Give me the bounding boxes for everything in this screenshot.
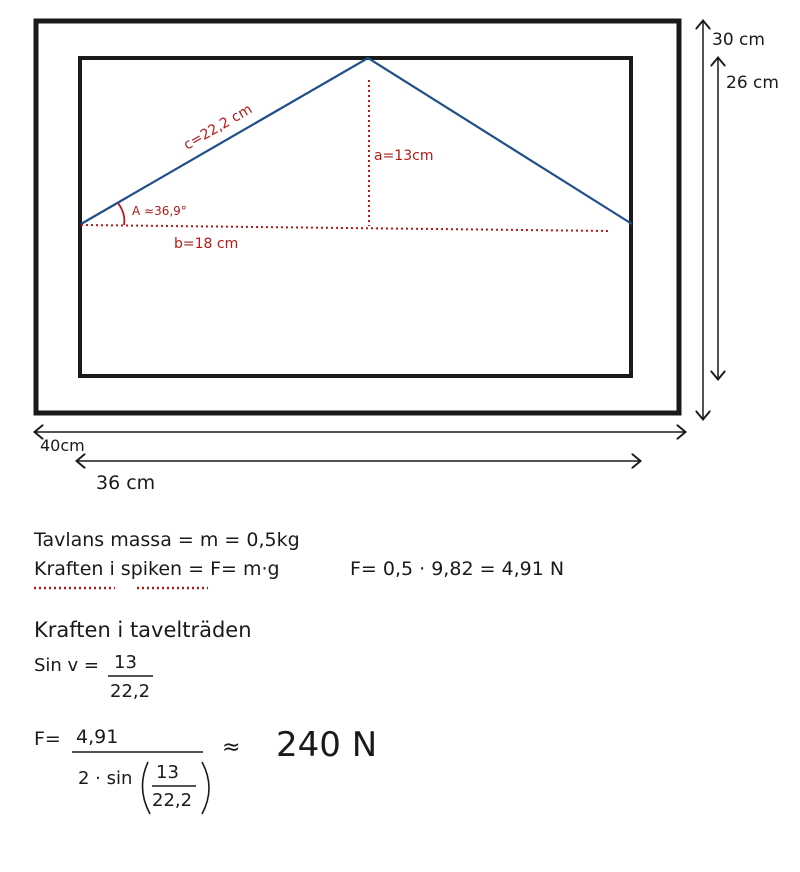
left-paren [142,762,150,814]
right-paren [202,762,209,814]
f-numerator: 4,91 [76,726,119,748]
force-nail-line: Kraften i spiken = F= m·g [34,558,280,580]
f-inner-numerator: 13 [156,762,179,783]
sin-prefix: Sin v = [34,655,100,676]
outer-width-label: 40cm [40,436,85,455]
outer-height-label: 30 cm [712,30,765,50]
f-denominator-prefix: 2 · sin [78,768,133,789]
f-inner-denominator: 22,2 [152,790,193,811]
wire-heading: Kraften i tavelträden [34,618,252,642]
base-label: b=18 cm [174,236,239,252]
sin-denominator: 22,2 [110,681,151,702]
f-prefix: F= [34,728,61,750]
approx-sign: ≈ [222,735,241,760]
base-line [81,225,610,231]
hypotenuse-label: c=22,2 cm [181,101,256,154]
angle-arc [118,203,124,225]
result: 240 N [276,725,378,765]
force-nail-value: F= 0,5 · 9,82 = 4,91 N [350,558,565,580]
inner-height-label: 26 cm [726,73,779,93]
mass-line: Tavlans massa = m = 0,5kg [34,529,300,551]
hanging-wire [81,58,632,224]
inner-width-label: 36 cm [96,472,156,494]
height-label: a=13cm [374,148,434,164]
sin-numerator: 13 [114,652,137,673]
angle-label: A ≈36,9° [132,204,187,218]
